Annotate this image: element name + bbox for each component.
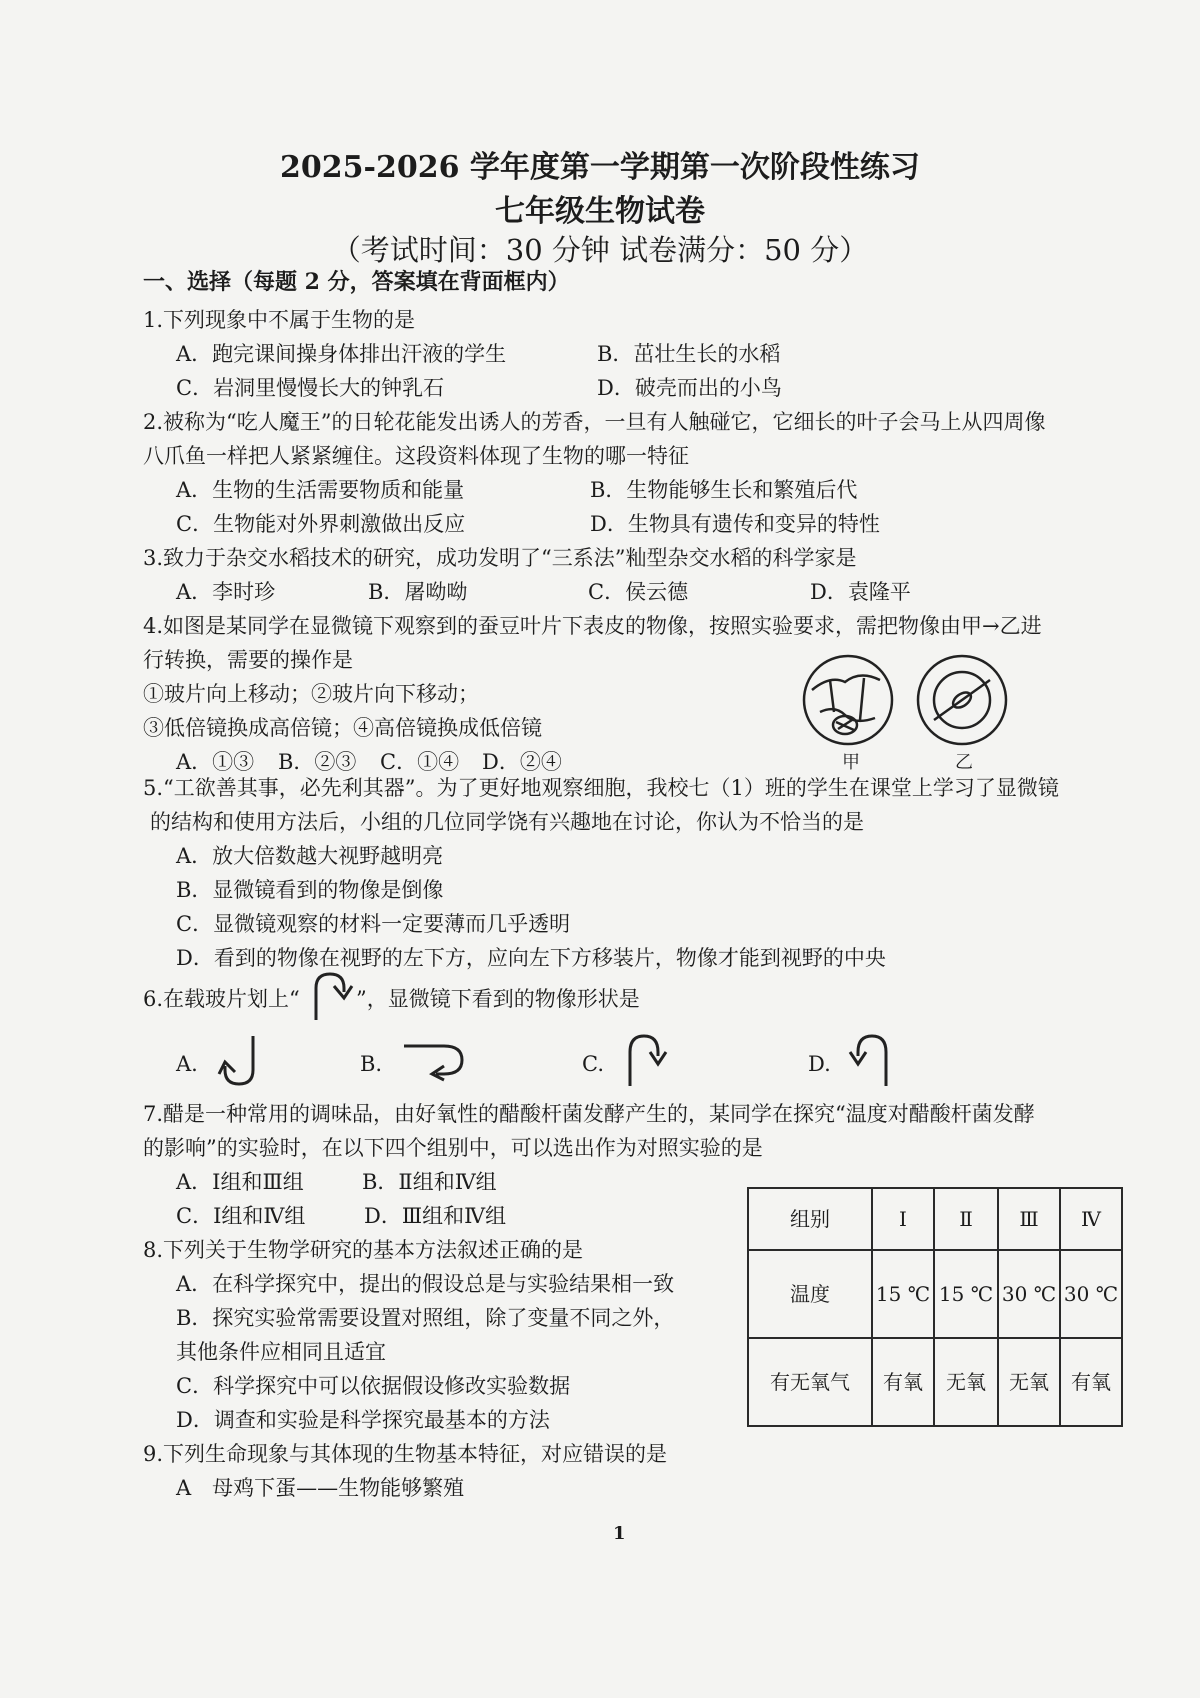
q2-stem-line1: 2.被称为“吃人魔王”的日轮花能发出诱人的芳香，一旦有人触碰它，它细长的叶子会马上从四周像 — [143, 410, 1046, 434]
fig-label-yi: 乙 — [955, 752, 973, 772]
q5-option-a: A．放大倍数越大视野越明亮 — [176, 844, 444, 868]
q8-option-b: B．探究实验常需要设置对照组，除了变量不同之外， — [176, 1306, 675, 1330]
fig-label-jia: 甲 — [842, 752, 860, 772]
table-header-cell: Ⅳ — [1060, 1188, 1122, 1250]
q5-option-b: B．显微镜看到的物像是倒像 — [176, 878, 444, 902]
q6-stem-before: 6.在载玻片划上“ — [143, 987, 300, 1011]
table-header-cell: Ⅱ — [934, 1188, 998, 1250]
view-jia-image — [804, 656, 892, 744]
q5-stem-line2: 的结构和使用方法后，小组的几位同学饶有兴趣地在讨论，你认为不恰当的是 — [150, 810, 864, 834]
q4-option-b: B．②③ — [278, 750, 357, 774]
q6-stem-after: ”，显微镜下看到的物像形状是 — [356, 987, 640, 1011]
q1-option-c: C．岩洞里慢慢长大的钟乳石 — [176, 376, 445, 400]
q1-option-d: D．破壳而出的小鸟 — [597, 376, 782, 400]
q2-option-d: D．生物具有遗传和变异的特性 — [590, 512, 880, 536]
view-yi-image — [918, 656, 1006, 744]
page-number: 1 — [613, 1523, 626, 1544]
q6-option-b-shape — [400, 1038, 470, 1082]
q5-option-c: C．显微镜观察的材料一定要薄而几乎透明 — [176, 912, 571, 936]
q9-option-a: A 母鸡下蛋——生物能够繁殖 — [176, 1476, 465, 1500]
table-cell: 无氧 — [934, 1338, 998, 1426]
q9-stem: 9.下列生命现象与其体现的生物基本特征，对应错误的是 — [143, 1442, 668, 1466]
q6-option-c-shape — [620, 1030, 670, 1090]
q1-stem: 1.下列现象中不属于生物的是 — [143, 308, 416, 332]
q4-option-a: A．①③ — [176, 750, 255, 774]
q6-option-b-label: B. — [360, 1052, 383, 1076]
table-cell: 有氧 — [1060, 1338, 1122, 1426]
q6-option-a-label: A. — [176, 1052, 198, 1076]
q7-option-c: C．Ⅰ组和Ⅳ组 — [176, 1204, 306, 1228]
q3-option-c: C．侯云德 — [588, 580, 689, 604]
q7-stem-line2: 的影响”的实验时，在以下四个组别中，可以选出作为对照实验的是 — [143, 1136, 763, 1160]
q6-option-d-shape — [848, 1030, 898, 1090]
experiment-table — [747, 1187, 1123, 1427]
table-cell: 有氧 — [872, 1338, 934, 1426]
q5-stem-line1: 5.“工欲善其事，必先利其器”。为了更好地观察细胞，我校七（1）班的学生在课堂上学习了显微镜 — [143, 776, 1059, 800]
q7-option-b: B．Ⅱ组和Ⅳ组 — [362, 1170, 497, 1194]
q4-choice-line1: ①玻片向上移动；②玻片向下移动； — [143, 682, 479, 706]
table-row — [748, 1338, 1122, 1426]
table-header-cell: 组别 — [748, 1188, 872, 1250]
q6-option-c-label: C. — [582, 1052, 604, 1076]
q3-option-a: A．李时珍 — [176, 580, 276, 604]
q3-stem: 3.致力于杂交水稻技术的研究，成功发明了“三系法”籼型杂交水稻的科学家是 — [143, 546, 857, 570]
q8-option-b-cont: 其他条件应相同且适宜 — [176, 1340, 386, 1364]
q8-option-a: A．在科学探究中，提出的假设总是与实验结果相一致 — [176, 1272, 675, 1296]
table-header-cell: Ⅲ — [998, 1188, 1060, 1250]
q2-option-b: B．生物能够生长和繁殖后代 — [590, 478, 858, 502]
q2-option-a: A．生物的生活需要物质和能量 — [176, 478, 465, 502]
q8-option-d: D．调查和实验是科学探究最基本的方法 — [176, 1408, 550, 1432]
q6-option-a-shape — [215, 1030, 265, 1090]
exam-subtitle: 七年级生物试卷 — [495, 194, 705, 229]
q8-option-c: C．科学探究中可以依据假设修改实验数据 — [176, 1374, 571, 1398]
exam-title: 2025-2026 学年度第一学期第一次阶段性练习 — [280, 150, 920, 185]
q5-option-d: D．看到的物像在视野的左下方，应向左下方移装片，物像才能到视野的中央 — [176, 946, 886, 970]
section-heading: 一、选择（每题 2 分，答案填在背面框内） — [143, 269, 570, 295]
table-cell: 温度 — [748, 1250, 872, 1338]
q4-option-c: C．①④ — [380, 750, 460, 774]
table-cell: 15 ℃ — [872, 1250, 934, 1338]
q4-choice-line2: ③低倍镜换成高倍镜；④高倍镜换成低倍镜 — [143, 716, 542, 740]
table-row — [748, 1250, 1122, 1338]
q6-option-d-label: D. — [808, 1052, 831, 1076]
q3-option-d: D．袁隆平 — [810, 580, 911, 604]
q3-option-b: B．屠呦呦 — [368, 580, 468, 604]
table-header-row — [748, 1188, 1122, 1250]
q4-microscope-figure — [800, 650, 1015, 772]
table-cell: 无氧 — [998, 1338, 1060, 1426]
q7-option-a: A．Ⅰ组和Ⅲ组 — [176, 1170, 304, 1194]
q4-stem-line2: 行转换，需要的操作是 — [143, 648, 353, 672]
q4-stem-line1: 4.如图是某同学在显微镜下观察到的蚕豆叶片下表皮的物像，按照实验要求，需把物像由甲→乙进 — [143, 614, 1042, 638]
q6-drawn-shape — [308, 970, 354, 1024]
table-cell: 15 ℃ — [934, 1250, 998, 1338]
q4-option-d: D．②④ — [482, 750, 562, 774]
table-header-cell: Ⅰ — [872, 1188, 934, 1250]
q2-stem-line2: 八爪鱼一样把人紧紧缠住。这段资料体现了生物的哪一特征 — [143, 444, 689, 468]
table-cell: 30 ℃ — [998, 1250, 1060, 1338]
q8-stem: 8.下列关于生物学研究的基本方法叙述正确的是 — [143, 1238, 584, 1262]
table-cell: 有无氧气 — [748, 1338, 872, 1426]
q7-option-d: D．Ⅲ组和Ⅳ组 — [364, 1204, 507, 1228]
q2-option-c: C．生物能对外界刺激做出反应 — [176, 512, 466, 536]
table-cell: 30 ℃ — [1060, 1250, 1122, 1338]
exam-info: （考试时间：30 分钟 试卷满分：50 分） — [331, 233, 869, 267]
q1-option-b: B．茁壮生长的水稻 — [597, 342, 781, 366]
q7-stem-line1: 7.醋是一种常用的调味品，由好氧性的醋酸杆菌发酵产生的，某同学在探究“温度对醋酸杆菌发酵 — [143, 1102, 1035, 1126]
q1-option-a: A．跑完课间操身体排出汗液的学生 — [176, 342, 507, 366]
